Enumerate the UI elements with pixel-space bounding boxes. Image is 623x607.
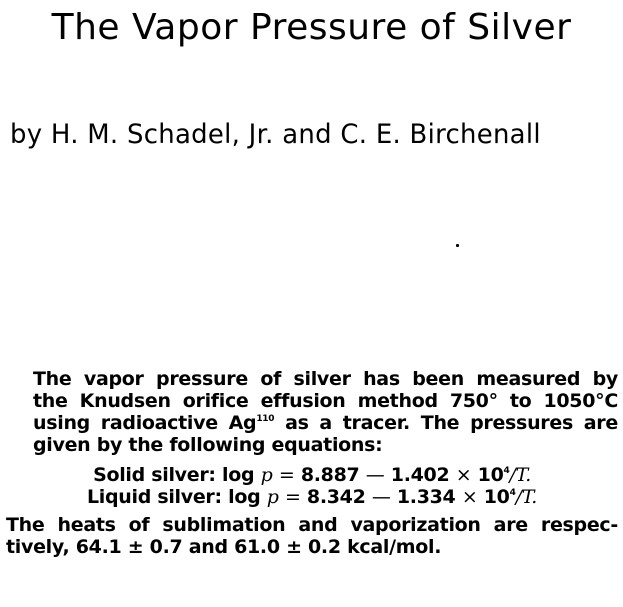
paper-title: The Vapor Pressure of Silver [51, 7, 572, 48]
equation-times: × [461, 486, 478, 508]
equation-label: Liquid silver: [86, 486, 222, 508]
equation-power [478, 464, 531, 486]
equation-times: × [455, 464, 472, 486]
abstract [6, 368, 618, 558]
equation-equals: = [278, 464, 295, 486]
equation-minus: — [365, 464, 385, 486]
equation-constant-a: 8.887 [300, 464, 360, 486]
abstract-line: the Knudsen orifice effusion method 750° to 1050°C [33, 390, 618, 412]
abstract-paragraph-2 [6, 514, 618, 558]
equation-variable-p: p [266, 486, 279, 508]
abstract-line [6, 412, 618, 434]
equation-exponent: 4 [503, 466, 510, 476]
equation-solid-silver [6, 464, 618, 486]
abstract-text: using radioactive Ag [33, 412, 257, 434]
equations-block [6, 464, 618, 508]
equation-variable-T: T [515, 464, 526, 486]
equation-base: 10 [477, 464, 504, 486]
abstract-line: The heats of sublimation and vaporization are respec- [6, 514, 618, 536]
equation-log: log [222, 464, 255, 486]
equation-liquid-silver [6, 486, 618, 508]
equation-constant-b: 1.334 [396, 486, 456, 508]
equation-power [484, 486, 537, 508]
abstract-line: given by the following equations: [33, 434, 383, 456]
equation-log: log [228, 486, 261, 508]
equation-variable-T: T [521, 486, 532, 508]
equation-label: Solid silver: [93, 464, 216, 486]
equation-divisor: / [509, 464, 516, 486]
equation-base: 10 [483, 486, 510, 508]
equation-exponent: 4 [509, 488, 516, 498]
equation-equals: = [284, 486, 301, 508]
abstract-paragraph-1 [6, 368, 618, 456]
equation-period: . [531, 486, 538, 508]
equation-period: . [525, 464, 531, 486]
equation-variable-p: p [260, 464, 273, 486]
abstract-line: The vapor pressure of silver has been measured by [33, 368, 618, 390]
equation-constant-b: 1.402 [390, 464, 450, 486]
isotope-superscript: 110 [256, 414, 275, 424]
equation-minus: — [371, 486, 391, 508]
abstract-text: as a tracer. The pressures are [285, 412, 618, 434]
scan-speck [456, 244, 459, 247]
abstract-line: tively, 64.1 ± 0.7 and 61.0 ± 0.2 kcal/mol. [6, 536, 442, 558]
equation-divisor: / [515, 486, 522, 508]
author-byline: by H. M. Schadel, Jr. and C. E. Birchenall [10, 119, 541, 150]
equation-constant-a: 8.342 [306, 486, 366, 508]
